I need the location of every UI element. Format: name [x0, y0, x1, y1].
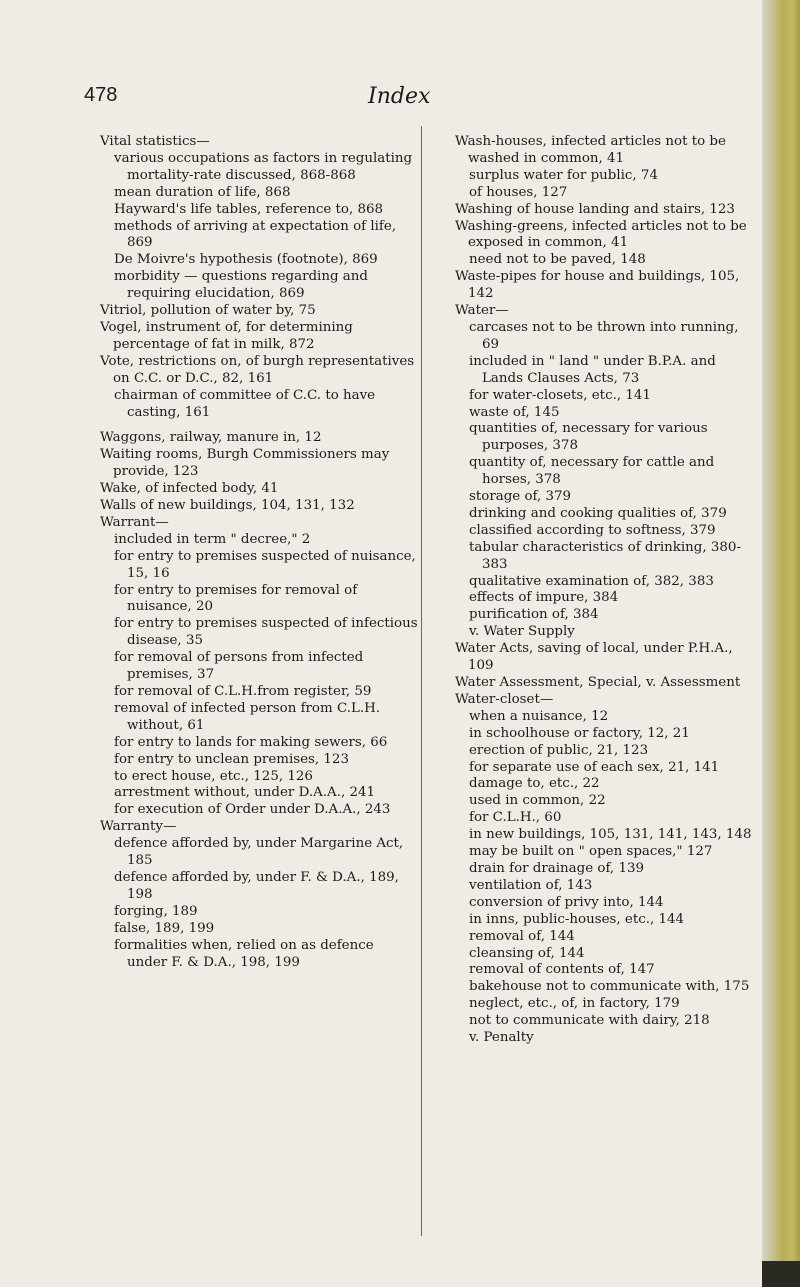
index-subentry: defence afforded by, under Margarine Act, 185 [114, 836, 404, 869]
index-subentry: included in " land " under B.P.A. and Lands Clauses Acts, 73 [469, 353, 716, 386]
index-entry: Warranty— [100, 819, 177, 835]
index-subentry: quantity of, necessary for cattle and horses, 378 [469, 455, 715, 488]
index-subentry: removal of contents of, 147 [469, 962, 655, 978]
index-subentry: v. Water Supply [469, 624, 575, 640]
index-entry: Water Acts, saving of local, under P.H.A., 109 [455, 641, 733, 674]
page-header [0, 84, 762, 120]
index-entry: Waste-pipes for house and buildings, 105, 142 [455, 269, 740, 302]
book-binding-shadow [762, 1261, 800, 1287]
index-subentry: bakehouse not to communicate with, 175 [469, 979, 750, 995]
index-subentry: storage of, 379 [469, 489, 572, 505]
index-subentry: ventilation of, 143 [469, 877, 593, 893]
index-subentry: in inns, public-houses, etc., 144 [469, 911, 685, 927]
index-subentry: conversion of privy into, 144 [469, 894, 664, 910]
index-subentry: damage to, etc., 22 [469, 776, 600, 792]
index-subentry: when a nuisance, 12 [469, 708, 609, 724]
index-column-right [455, 134, 757, 1047]
index-subentry: in new buildings, 105, 131, 141, 143, 148 [469, 827, 752, 843]
book-binding-edge [762, 0, 800, 1287]
index-subentry: for removal of persons from infected premises, 37 [114, 650, 364, 683]
index-subentry: Hayward's life tables, reference to, 868 [114, 201, 384, 217]
column-divider [421, 126, 422, 1236]
index-subentry: used in common, 22 [469, 793, 606, 809]
index-entry: Water Assessment, Special, v. Assessment [455, 675, 741, 690]
index-subentry: for separate use of each sex, 21, 141 [469, 759, 720, 775]
index-subentry: for entry to premises suspected of infectious disease, 35 [114, 616, 418, 649]
index-subentry: included in term " decree," 2 [114, 531, 311, 547]
index-entry: Water— [455, 303, 509, 319]
index-entry: Washing-greens, infected articles not to be exposed in common, 41 [455, 218, 747, 251]
index-subentry: classified according to softness, 379 [469, 522, 716, 538]
index-entry: Vote, restrictions on, of burgh representatives on C.C. or D.C., 82, 161 [100, 353, 415, 386]
index-subentry: cleansing of, 144 [469, 945, 585, 961]
index-subentry: morbidity — questions regarding and requiring elucidation, 869 [114, 269, 368, 302]
index-subentry: removal of infected person from C.L.H. without, 61 [114, 700, 381, 733]
index-subentry: for C.L.H., 60 [469, 810, 562, 826]
running-head: Index [368, 84, 431, 109]
index-entry: Wash-houses, infected articles not to be washed in common, 41 [455, 134, 726, 166]
index-subentry: need not to be paved, 148 [469, 252, 646, 268]
index-subentry: for execution of Order under D.A.A., 243 [114, 802, 391, 818]
index-entry: Walls of new buildings, 104, 131, 132 [100, 498, 355, 514]
index-subentry: for entry to unclean premises, 123 [114, 751, 349, 767]
index-subentry: drain for drainage of, 139 [469, 860, 645, 876]
index-subentry: may be built on " open spaces," 127 [469, 844, 713, 860]
index-subentry: arrestment without, under D.A.A., 241 [114, 785, 376, 801]
index-entry: Vogel, instrument of, for determining percentage of fat in milk, 872 [100, 319, 353, 352]
index-entry: Waiting rooms, Burgh Commissioners may provide, 123 [100, 447, 390, 480]
index-column-left [100, 134, 418, 971]
index-subentry: De Moivre's hypothesis (footnote), 869 [114, 252, 378, 268]
index-subentry: waste of, 145 [469, 404, 560, 420]
index-subentry: qualitative examination of, 382, 383 [469, 573, 714, 589]
index-subentry: false, 189, 199 [114, 920, 215, 936]
index-subentry: in schoolhouse or factory, 12, 21 [469, 725, 690, 741]
index-entry: Water-closet— [455, 691, 554, 707]
index-entry: Warrant— [100, 514, 169, 530]
index-entry: Wake, of infected body, 41 [100, 481, 279, 497]
index-entry: Vital statistics— [100, 134, 210, 149]
index-subentry: for removal of C.L.H.from register, 59 [114, 684, 372, 699]
index-subentry: drinking and cooking qualities of, 379 [469, 505, 727, 521]
index-entry: Vitriol, pollution of water by, 75 [100, 303, 316, 319]
index-subentry: neglect, etc., of, in factory, 179 [469, 996, 680, 1012]
index-subentry: mean duration of life, 868 [114, 184, 291, 200]
index-subentry: v. Penalty [469, 1030, 534, 1046]
index-subentry: various occupations as factors in regulating mortality-rate discussed, 868-868 [114, 150, 413, 183]
index-subentry: purification of, 384 [469, 607, 599, 623]
index-entry: Washing of house landing and stairs, 123 [455, 201, 735, 217]
index-subentry: forging, 189 [114, 903, 198, 919]
index-subentry: removal of, 144 [469, 928, 575, 944]
index-subentry: carcases not to be thrown into running, 69 [469, 319, 739, 352]
index-subentry: not to communicate with dairy, 218 [469, 1013, 710, 1029]
index-entry: Waggons, railway, manure in, 12 [100, 430, 322, 446]
index-subentry: erection of public, 21, 123 [469, 742, 649, 758]
index-subentry: chairman of committee of C.C. to have casting, 161 [114, 387, 376, 420]
index-subentry: surplus water for public, 74 [469, 167, 658, 183]
index-subentry: for water-closets, etc., 141 [469, 387, 651, 403]
index-subentry: formalities when, relied on as defence under F. & D.A., 198, 199 [114, 937, 374, 970]
index-subentry: defence afforded by, under F. & D.A., 189, 198 [114, 869, 399, 902]
index-subentry: for entry to premises for removal of nuisance, 20 [114, 582, 358, 615]
index-subentry: for entry to premises suspected of nuisance, 15, 16 [114, 548, 416, 581]
index-subentry: tabular characteristics of drinking, 380-383 [469, 539, 741, 572]
index-subentry: quantities of, necessary for various purposes, 378 [469, 421, 708, 454]
index-subentry: for entry to lands for making sewers, 66 [114, 734, 388, 750]
index-subentry: to erect house, etc., 125, 126 [114, 768, 313, 784]
page-number: 478 [84, 84, 118, 106]
index-subentry: effects of impure, 384 [469, 590, 619, 606]
index-subentry: methods of arriving at expectation of life, 869 [114, 218, 397, 251]
index-subentry: of houses, 127 [469, 184, 568, 200]
